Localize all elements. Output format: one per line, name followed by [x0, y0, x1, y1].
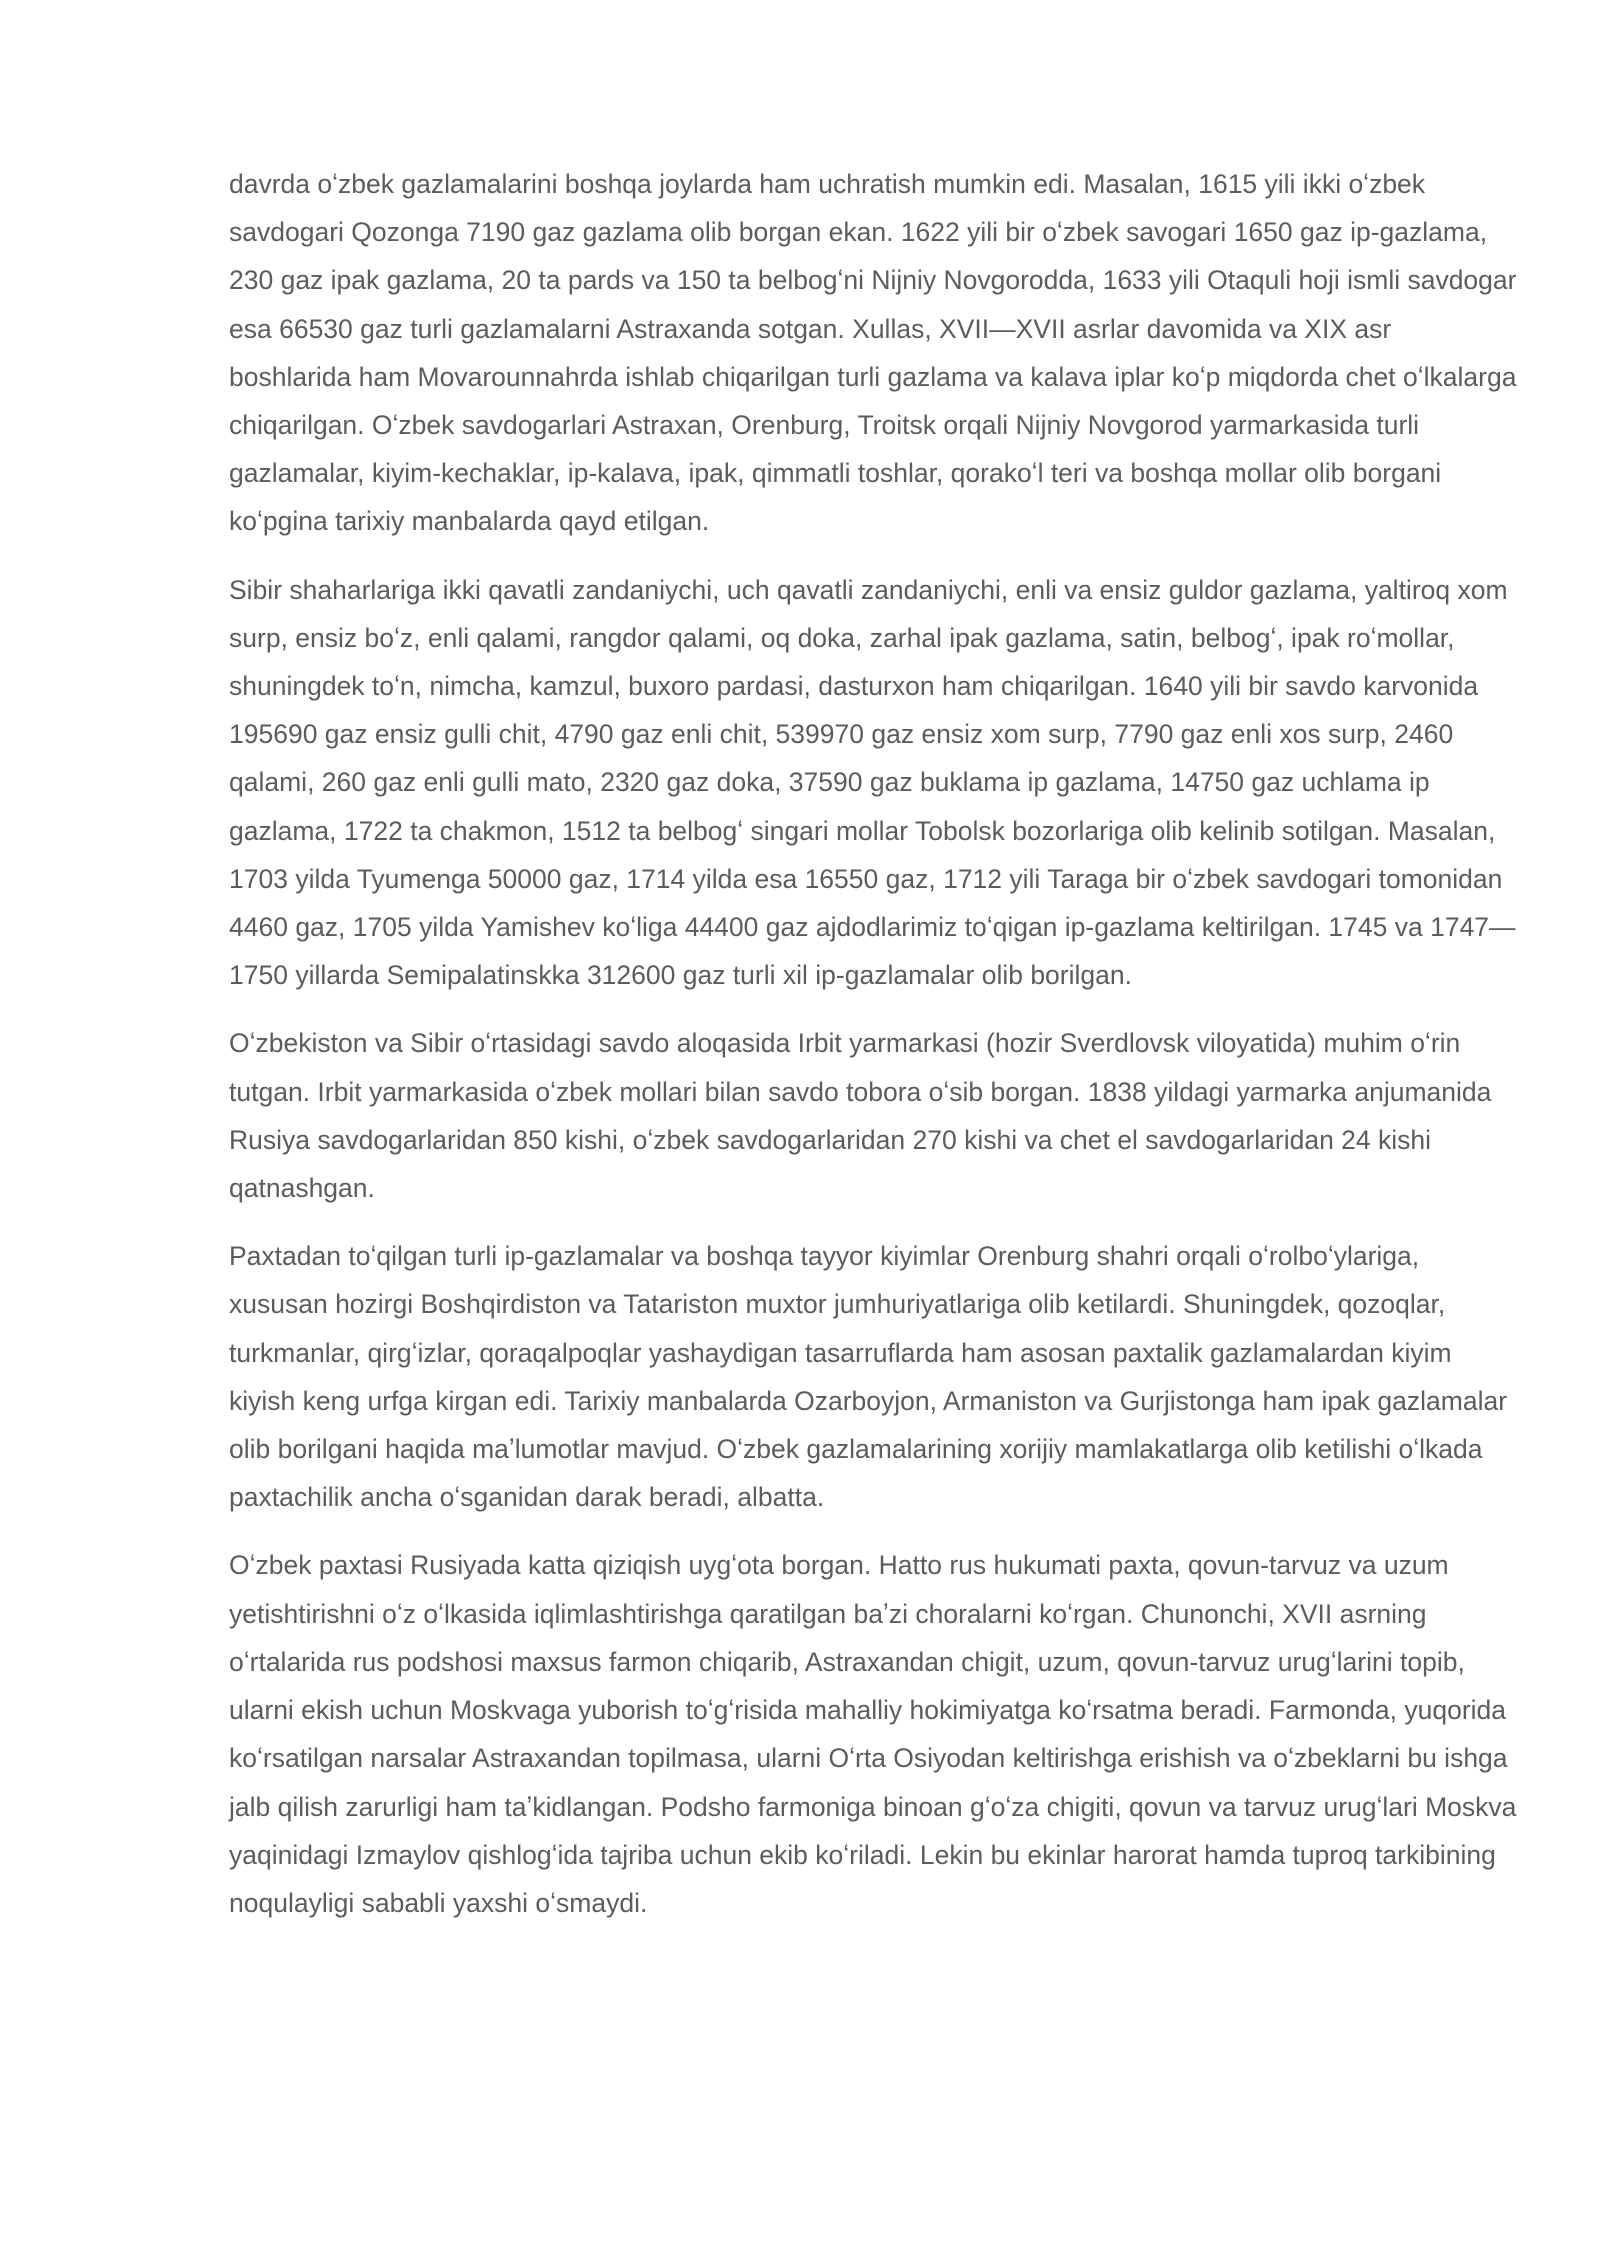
paragraph: davrda oʻzbek gazlamalarini boshqa joylarda ham uchratish mumkin edi. Masalan, 1615 yili ikki oʻzbek savdogari Qozonga 7190 gaz gazlama olib borgan ekan. 1622 yili bir oʻzbek savogari 1650 gaz ip-gazlama, 230 gaz ipak gazlama, 20 ta pards va 150 ta belbogʻni Nijniy Novgorodda, 1633 yili Otaquli hoji ismli savdogar esa 66530 gaz turli gazlamalarni Astraxanda sotgan. Xullas, XVII—XVII asrlar davomida va XIX asr boshlarida ham Movarounnahrda ishlab chiqarilgan turli gazlama va kalava iplar koʻp miqdorda chet oʻlkalarga chiqarilgan. Oʻzbek savdogarlari Astraxan, Orenburg, Troitsk orqali Nijniy Novgorod yarmarkasida turli gazlamalar, kiyim-kechaklar, ip-kalava, ipak, qimmatli toshlar, qorakoʻl teri va boshqa mollar olib borgani koʻpgina tarixiy manbalarda qayd etilgan.: [229, 169, 1517, 537]
paragraph: Sibir shaharlariga ikki qavatli zandaniychi, uch qavatli zandaniychi, enli va ensiz guldor gazlama, yaltiroq xom surp, ensiz boʻz, enli qalami, rangdor qalami, oq doka, zarhal ipak gazlama, satin, belbogʻ, ipak roʻmollar, shuningdek toʻn, nimcha, kamzul, buxoro pardasi, dasturxon ham chiqarilgan. 1640 yili bir savdo karvonida 195690 gaz ensiz gulli chit, 4790 gaz enli chit, 539970 gaz ensiz xom surp, 7790 gaz enli xos surp, 2460 qalami, 260 gaz enli gulli mato, 2320 gaz doka, 37590 gaz buklama ip gazlama, 14750 gaz uchlama ip gazlama, 1722 ta chakmon, 1512 ta belbogʻ singari mollar Tobolsk bozorlariga olib kelinib sotilgan. Masalan, 1703 yilda Tyumenga 50000 gaz, 1714 yilda esa 16550 gaz, 1712 yili Taraga bir oʻzbek savdogari tomonidan 4460 gaz, 1705 yilda Yamishev koʻliga 44400 gaz ajdodlarimiz toʻqigan ip-gazlama keltirilgan. 1745 va 1747—1750 yillarda Semipalatinskka 312600 gaz turli xil ip-gazlamalar olib borilgan.: [229, 574, 1516, 991]
document-body: [229, 160, 1519, 1947]
paragraph: Oʻzbek paxtasi Rusiyada katta qiziqish uygʻota borgan. Hatto rus hukumati paxta, qovun-tarvuz va uzum yetishtirishni oʻz oʻlkasida iqlimlashtirishga qaratilgan baʼzi choralarni koʻrgan. Chunonchi, XVII asrning oʻrtalarida rus podshosi maxsus farmon chiqarib, Astraxandan chigit, uzum, qovun-tarvuz urugʻlarini topib, ularni ekish uchun Moskvaga yuborish toʻgʻrisida mahalliy hokimiyatga koʻrsatma beradi. Farmonda, yuqorida koʻrsatilgan narsalar Astraxandan topilmasa, ularni Oʻrta Osiyodan keltirishga erishish va oʻzbeklarni bu ishga jalb qilish zarurligi ham taʼkidlangan. Podsho farmoniga binoan gʻoʻza chigiti, qovun va tarvuz urugʻlari Moskva yaqinidagi Izmaylov qishlogʻida tajriba uchun ekib koʻriladi. Lekin bu ekinlar harorat hamda tuproq tarkibining noqulayligi sababli yaxshi oʻsmaydi.: [229, 1550, 1517, 1918]
paragraph: Oʻzbekiston va Sibir oʻrtasidagi savdo aloqasida Irbit yarmarkasi (hozir Sverdlovsk viloyatida) muhim oʻrin tutgan. Irbit yarmarkasida oʻzbek mollari bilan savdo tobora oʻsib borgan. 1838 yildagi yarmarka anjumanida Rusiya savdogarlaridan 850 kishi, oʻzbek savdogarlaridan 270 kishi va chet el savdogarlaridan 24 kishi qatnashgan.: [229, 1028, 1492, 1204]
paragraph: Paxtadan toʻqilgan turli ip-gazlamalar va boshqa tayyor kiyimlar Orenburg shahri orqali oʻrolboʻylariga, xususan hozirgi Boshqirdiston va Tatariston muxtor jumhuriyatlariga olib ketilardi. Shuningdek, qozoqlar, turkmanlar, qirgʻizlar, qoraqalpoqlar yashaydigan tasarruflarda ham asosan paxtalik gazlamalardan kiyim kiyish keng urfga kirgan edi. Tarixiy manbalarda Ozarboyjon, Armaniston va Gurjistonga ham ipak gazlamalar olib borilgani haqida maʼlumotlar mavjud. Oʻzbek gazlamalarining xorijiy mamlakatlarga olib ketilishi oʻlkada paxtachilik ancha oʻsganidan darak beradi, albatta.: [229, 1241, 1508, 1513]
